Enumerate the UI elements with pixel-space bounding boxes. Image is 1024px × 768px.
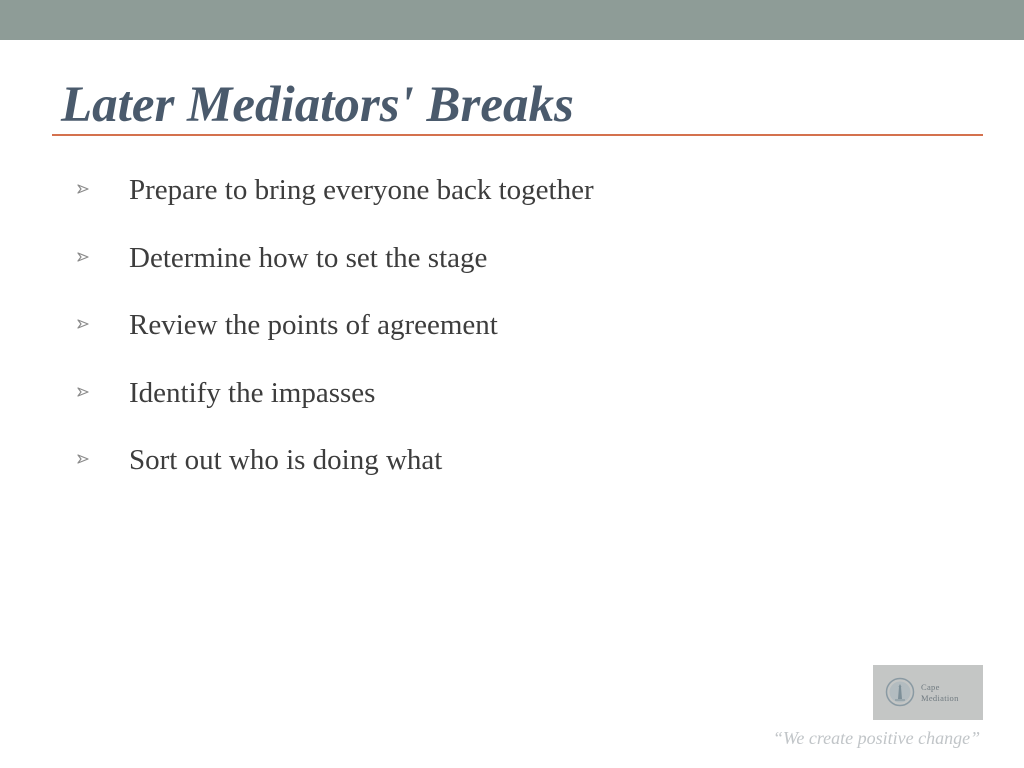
- bullet-text: Prepare to bring everyone back together: [129, 174, 594, 206]
- bullet-item: [0, 167, 940, 235]
- logo-wordmark: [921, 682, 959, 704]
- arrowhead-bullet-icon: [75, 384, 91, 400]
- company-logo: [873, 665, 983, 720]
- arrowhead-bullet-icon: [75, 181, 91, 197]
- arrowhead-bullet-icon: [75, 316, 91, 332]
- bullet-item: [0, 437, 940, 505]
- bullet-item: [0, 370, 940, 438]
- footer-tagline: “We create positive change”: [773, 728, 981, 748]
- title-underline: [52, 134, 983, 136]
- bullet-item: [0, 302, 940, 370]
- header-band: [0, 0, 1024, 40]
- logo-line-2: Mediation: [921, 693, 959, 703]
- bullet-text: Review the points of agreement: [129, 309, 498, 341]
- bullet-list: [0, 167, 940, 505]
- lighthouse-seal-icon: [885, 677, 915, 707]
- arrowhead-bullet-icon: [75, 451, 91, 467]
- bullet-text: Determine how to set the stage: [129, 241, 488, 274]
- arrowhead-bullet-icon: [75, 249, 91, 265]
- bullet-item: [0, 235, 940, 303]
- bullet-text: Sort out who is doing what: [129, 444, 443, 476]
- slide-title: Later Mediators' Breaks: [61, 77, 574, 133]
- logo-line-1: Cape: [921, 682, 940, 692]
- bullet-text: Identify the impasses: [129, 376, 376, 409]
